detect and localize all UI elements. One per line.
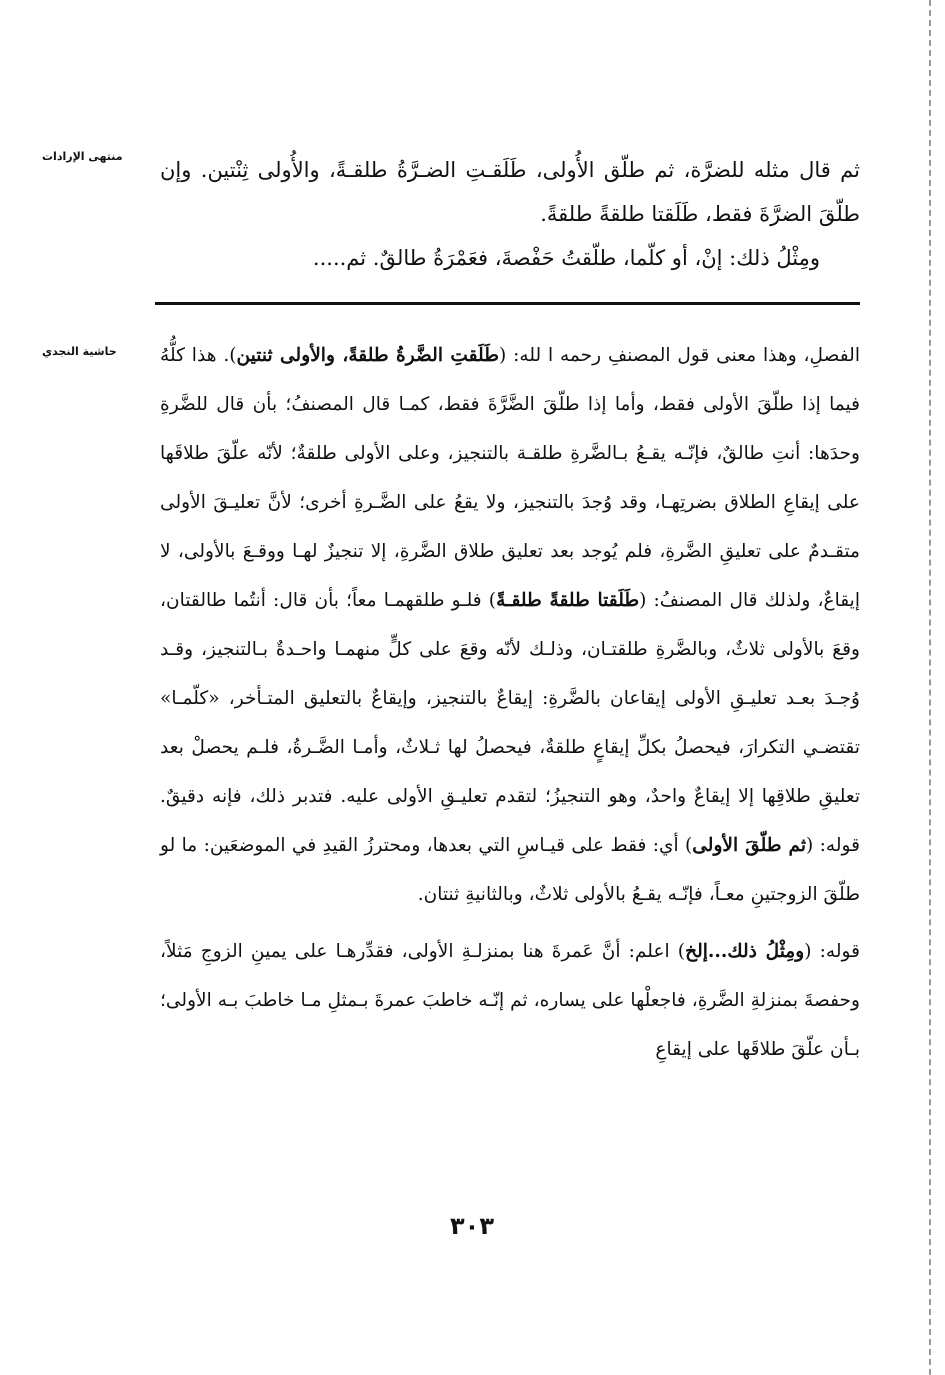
hashiya-text-run: الفصلِ، وهذا معنى قول المصنفِ رحمه ا لله: ( — [499, 345, 860, 366]
hashiya-paragraph-1 — [160, 331, 860, 919]
hashiya-quote-bold: ثم طلّقَ الأولى — [692, 835, 807, 856]
matn-text — [160, 148, 860, 280]
hashiya-text-run: قوله: ( — [804, 941, 860, 962]
page-number: ٣٠٣ — [450, 1212, 494, 1240]
hashiya-quote-bold: طَلَقتا طلقةً طلقـةً — [496, 590, 640, 611]
hashiya-text — [160, 331, 860, 1074]
divider-rule — [155, 302, 860, 305]
hashiya-quote-bold: ومِثْلُ ذلك...إلخ — [685, 941, 805, 962]
matn-paragraph-2: ومِثْلُ ذلك: إنْ، أو كلّما، طلّقتُ حَفْصةَ، فعَمْرَةُ طالقٌ. ثم..... — [312, 246, 820, 270]
hashiya-text-run: ) فلـو طلقهمـا معاً؛ بأن قال: أنتُما طالقتان، وقعَ بالأولى ثلاثٌ، وبالضَّرةِ طلقتـان، وذلـك لأنّه وقعَ على كلٍّ منهمـا واحـدةٌ بـالتنجيز، وقـد وُجـدَ بعـد تعليـقِ الأولى إيقاعان بالضَّرةِ: إيقاعٌ بالتنجيز، وإيقاعٌ بالتعليق المتـأخر، «كلّمـا» تقتضـي التكرارَ، فيحصلُ بكلِّ إيقاعٍ طلقةٌ، فيحصلُ لها ثـلاثٌ، وأمـا الضَّـرةُ، فلـم يحصلْ بعد تعليقِ طلاقِها إلا إيقاعٌ واحدٌ، وهو التنجيزُ؛ لتقدم تعليـقِ الأولى عليه. فتدبر ذلك، فإنه دقيقٌ. قوله: ( — [160, 590, 861, 856]
page-edge-dashed-line — [929, 0, 931, 1375]
hashiya-quote-bold: طَلَقتِ الضَّرةُ طلقةً، والأولى ثنتين — [236, 345, 500, 366]
matn-paragraph-1: ثم قال مثله للضرَّة، ثم طلّق الأُولى، طَلَقـتِ الضـرَّةُ طلقـةً، والأُولى ثِنْتين. وإن طلّقَ الضرَّةَ فقط، طَلَقتا طلقةً طلقةً. — [160, 158, 860, 226]
hashiya-text-run: ) اعلم: أنَّ عَمرةَ هنا بمنزلـةِ الأولى، فقدِّرهـا على يمينِ الزوجِ مَثلاً، وحفصةَ بمنزلةِ الضَّرةِ، فاجعلْها على يساره، ثم إنّـه خاطبَ عمرةَ بـمثلِ مـا خاطبَ بـه الأولى؛ بـأن علّقَ طلاقَها على إيقاعِ — [160, 941, 860, 1060]
side-label-muntaha: منتهى الإرادات — [42, 150, 123, 163]
hashiya-text-run: ). هذا كلُّهُ فيما إذا طلّقَ الأولى فقط، وأما إذا طلّقَ الضَّرَّةَ فقط، كمـا قال المصنفُ؛ بأن قال للضَّرةِ وحدَها: أنتِ طالقٌ، فإنّـه يقـعُ بـالضَّرةِ طلقـة بالتنجيز، وعلى الأولى طلقةٌ؛ لأنّه علّقَ طلاقَها على إيقاعِ الطلاق بضرتِهـا، وقد وُجدَ بالتنجيز، ولا يقعُ على الضَّـرةِ أخرى؛ لأنَّ تعليـقَ الأولى متقـدمٌ على تعليقِ الضَّرةِ، فلم يُوجد بعد تعليق طلاق الضَّرةِ، إلا تنجيزٌ لهـا ووقـعَ بالأولى، لا إيقاعٌ، ولذلك قال المصنفُ: ( — [160, 345, 860, 611]
side-label-hashiya: حاشية النجدي — [42, 345, 117, 358]
hashiya-paragraph-2 — [160, 927, 860, 1074]
hashiya-text-run: ) أي: فقط على قيـاسِ التي بعدها، ومحترزُ القيدِ في الموضعَين: ما لو طلّقَ الزوجتينِ معـاً، فإنّـه يقـعُ بالأولى ثلاثٌ، وبالثانيةِ ثنتان. — [160, 835, 860, 905]
